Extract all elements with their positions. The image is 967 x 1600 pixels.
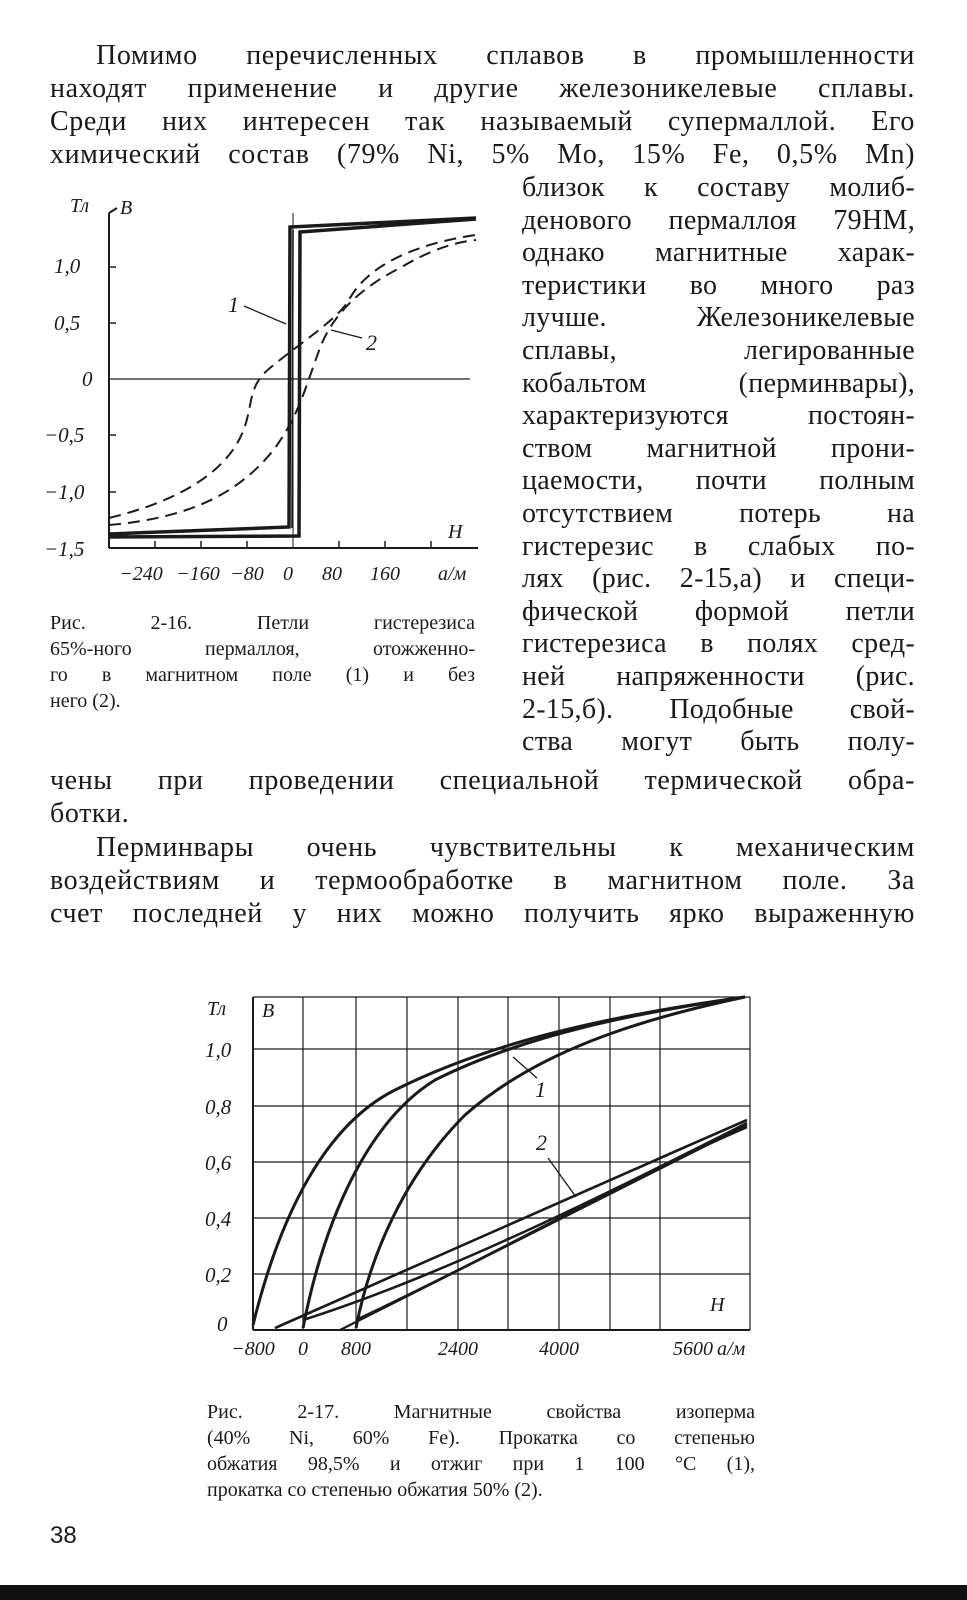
figure-caption-line: 65%-ного пермаллоя, отожженно- — [50, 638, 475, 660]
y-tick-label: −0,5 — [44, 423, 85, 447]
y-axis-unit: Тл — [207, 998, 227, 1020]
text-line: кобальтом (перминвары), — [522, 367, 915, 399]
text-line: ней напряженности (рис. — [522, 661, 915, 692]
figure-caption-line: (40% Ni, 60% Fe). Прокатка со степенью — [207, 1427, 755, 1449]
x-tick-label: 4000 — [539, 1338, 579, 1360]
figure-2-17-magnetization-plot — [195, 975, 775, 1395]
text-line: цаемости, почти полным — [522, 465, 915, 497]
y-tick-label: 0 — [217, 1312, 228, 1336]
x-tick-label: −80 — [230, 563, 264, 585]
x-tick-label: 160 — [370, 563, 400, 585]
curve-2b — [303, 1123, 747, 1320]
curve-2-leader — [331, 330, 362, 338]
x-tick-label: 800 — [341, 1338, 371, 1360]
curve-1-inner — [292, 230, 293, 528]
text-line: находят применение и другие железоникелевые сплавы. — [50, 73, 915, 104]
curve-1-label: 1 — [535, 1077, 546, 1102]
text-line: химический состав (79% Ni, 5% Mo, 15% Fe, 0,5% Mn) — [50, 139, 915, 170]
y-axis-unit: Тл — [70, 195, 90, 217]
curve-2-leader — [548, 1158, 576, 1197]
x-axis-name: H — [710, 1294, 725, 1316]
figure-caption-line: Рис. 2-16. Петли гистерезиса — [50, 612, 475, 634]
curve-2-label: 2 — [536, 1130, 547, 1155]
text-line: Перминвары очень чувствительны к механическим — [96, 832, 915, 863]
x-tick-label: 0 — [283, 563, 293, 585]
text-line: близок к составу молиб- — [522, 172, 915, 203]
text-line: фической формой петли — [522, 595, 915, 627]
y-tick-label: 0 — [82, 367, 93, 391]
text-line: Среди них интересен так называемый супермаллой. Его — [50, 106, 915, 137]
x-tick-label: 2400 — [438, 1338, 478, 1360]
curve-1-leader — [244, 306, 286, 324]
y-tick-label: 0,6 — [205, 1151, 232, 1175]
y-tick-label: −1,5 — [44, 537, 85, 561]
y-tick-label: 0,8 — [205, 1095, 232, 1119]
text-line: лучше. Железоникелевые — [522, 302, 915, 334]
y-tick-label: 1,0 — [205, 1038, 232, 1062]
y-tick-label: −1,0 — [44, 480, 85, 504]
text-line: однако магнитные харак- — [522, 237, 915, 269]
figure-caption-line: обжатия 98,5% и отжиг при 1 100 °С (1), — [207, 1453, 755, 1475]
figure-caption-line: прокатка со степенью обжатия 50% (2). — [207, 1479, 543, 1501]
x-axis-name: H — [448, 521, 463, 543]
y-tick-label: 0,5 — [54, 311, 81, 335]
text-line: характеризуются постоян- — [522, 400, 915, 432]
text-line: Помимо перечисленных сплавов в промышленности — [96, 40, 915, 71]
y-tick-label: 0,2 — [205, 1263, 232, 1287]
y-tick-label: 0,4 — [205, 1207, 232, 1231]
figure-2-16-hysteresis-plot — [40, 188, 500, 598]
figure-caption-line: го в магнитном поле (1) и без — [50, 664, 475, 686]
figure-caption-line: Рис. 2-17. Магнитные свойства изоперма — [207, 1401, 755, 1423]
x-tick-label: −240 — [119, 563, 163, 585]
y-tick-label: 1,0 — [54, 254, 81, 278]
x-tick-label: −800 — [231, 1338, 275, 1360]
text-line: воздействиям и термообработке в магнитном поле. За — [50, 865, 915, 896]
y-axis-name: B — [262, 1000, 275, 1022]
text-line: счет последней у них можно получить ярко выраженную — [50, 898, 915, 929]
text-line: сплавы, легированные — [522, 335, 915, 366]
x-tick-label: 0 — [298, 1338, 308, 1360]
text-line: ством магнитной прони- — [522, 432, 915, 464]
x-axis-unit: а/м — [438, 563, 467, 585]
scan-edge — [0, 1585, 967, 1600]
text-line: теристики во много раз — [522, 269, 915, 301]
text-line: ботки. — [50, 798, 130, 829]
curve-2a — [275, 1120, 747, 1328]
text-line: гистерезис в слабых по- — [522, 530, 915, 562]
text-line: отсутствием потерь на — [522, 498, 915, 529]
page-number: 38 — [50, 1522, 77, 1549]
x-tick-label: −160 — [176, 563, 220, 585]
curve-2d — [356, 1127, 747, 1320]
text-line: гистерезиса в полях сред- — [522, 628, 915, 660]
text-line: лях (рис. 2-15,а) и специ- — [522, 563, 915, 595]
text-line: 2-15,б). Подобные свой- — [522, 693, 915, 725]
text-line: ства могут быть полу- — [522, 726, 915, 758]
x-axis-unit: а/м — [717, 1338, 746, 1360]
text-line: чены при проведении специальной термической обра- — [50, 765, 915, 796]
x-tick-label: 5600 — [673, 1338, 713, 1360]
y-axis-name: B — [120, 197, 133, 219]
y-axis-top-tick — [109, 208, 117, 213]
curve-1-label: 1 — [228, 292, 239, 317]
x-tick-label: 80 — [322, 563, 342, 585]
text-line: денового пермаллоя 79НМ, — [522, 204, 915, 236]
figure-caption-line: него (2). — [50, 690, 121, 712]
curve-2-label: 2 — [366, 330, 377, 355]
